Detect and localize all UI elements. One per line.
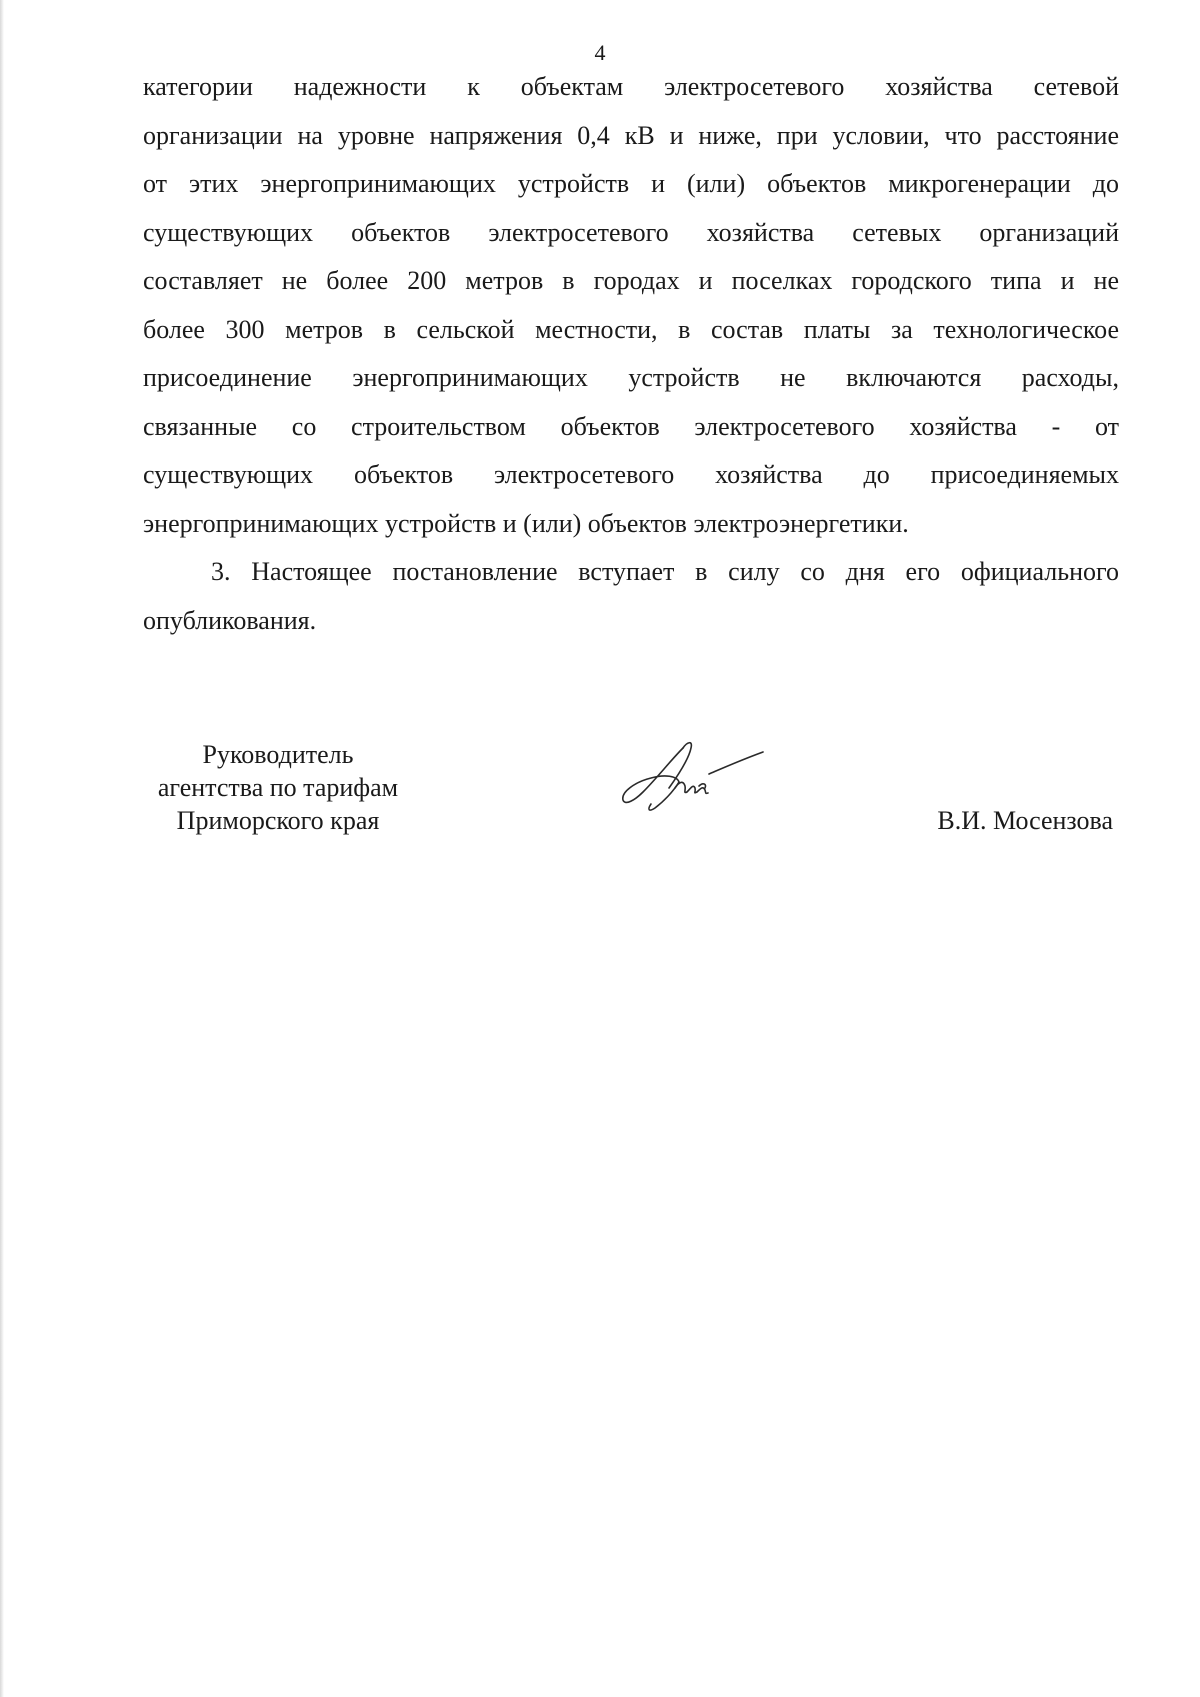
text-line: более 300 метров в сельской местности, в состав платы за технологическое	[143, 314, 1119, 344]
scan-edge-shadow	[0, 0, 4, 1697]
text-line: существующих объектов электросетевого хозяйства до присоединяемых	[143, 460, 1119, 489]
text-line: энергопринимающих устройств и (или) объектов электроэнергетики.	[143, 508, 909, 538]
paragraph-item-3	[143, 548, 1119, 645]
paragraph-continuation	[143, 63, 1119, 548]
signer-name: В.И. Мосензова	[937, 806, 1113, 835]
text-line: организации на уровне напряжения 0,4 кВ и ниже, при условии, что расстояние	[143, 120, 1119, 150]
handwritten-signature	[613, 730, 783, 830]
text-line: связанные со строительством объектов электросетевого хозяйства - от	[143, 411, 1119, 441]
position-line: Руководитель	[202, 740, 354, 769]
signer-position	[143, 738, 413, 837]
text-line: от этих энергопринимающих устройств и (или) объектов микрогенерации до	[143, 169, 1119, 198]
text-line: составляет не более 200 метров в городах и поселках городского типа и не	[143, 266, 1119, 295]
text-line: существующих объектов электросетевого хозяйства сетевых организаций	[143, 217, 1119, 247]
text-line: 3. Настоящее постановление вступает в силу со дня его официального	[211, 557, 1119, 586]
signature-block	[143, 738, 1119, 848]
page-number: 4	[594, 40, 606, 65]
position-line: Приморского края	[176, 806, 380, 835]
text-line: категории надежности к объектам электросетевого хозяйства сетевой	[143, 72, 1119, 101]
text-line: опубликования.	[143, 605, 317, 635]
document-body	[143, 63, 1119, 645]
text-line: присоединение энергопринимающих устройств не включаются расходы,	[143, 363, 1119, 392]
position-line: агентства по тарифам	[157, 773, 399, 802]
